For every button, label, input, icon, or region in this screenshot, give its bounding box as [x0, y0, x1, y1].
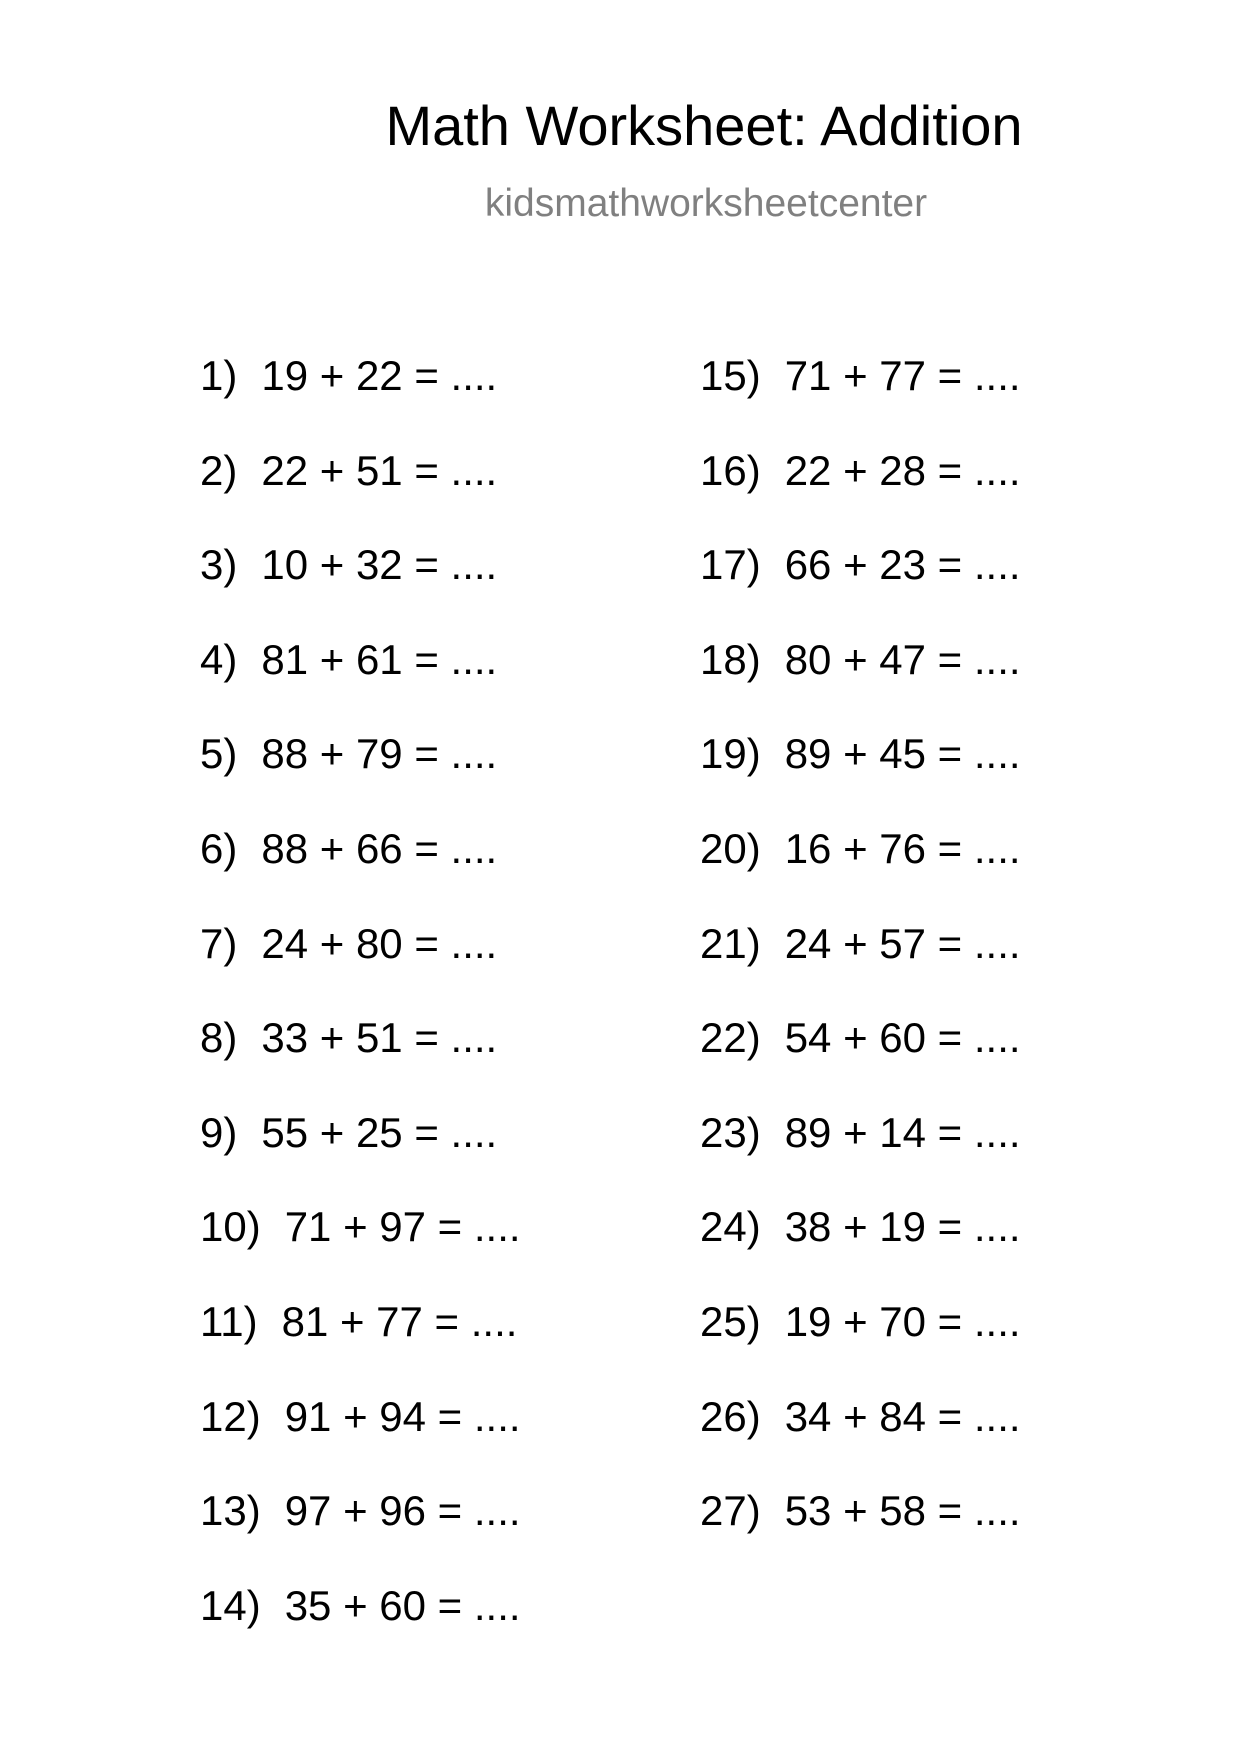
problem-item	[200, 920, 498, 967]
problem-number: 11)	[200, 1298, 258, 1345]
problem-number: 12)	[200, 1393, 261, 1440]
problem-expression: 81 + 61 = ....	[261, 636, 498, 683]
problem-number: 23)	[700, 1109, 761, 1156]
problem-item	[200, 447, 498, 494]
problem-expression: 81 + 77 = ....	[281, 1298, 518, 1345]
problem-expression: 89 + 45 = ....	[784, 730, 1021, 777]
problem-item	[700, 1203, 1021, 1250]
problem-number: 26)	[700, 1393, 761, 1440]
problem-item	[200, 541, 498, 588]
problem-expression: 97 + 96 = ....	[284, 1487, 521, 1534]
problem-number: 20)	[700, 825, 761, 872]
problem-number: 18)	[700, 636, 761, 683]
problem-expression: 22 + 51 = ....	[261, 447, 498, 494]
problem-expression: 24 + 80 = ....	[261, 920, 498, 967]
problem-item	[700, 447, 1021, 494]
problem-number: 14)	[200, 1582, 261, 1629]
problem-number: 13)	[200, 1487, 261, 1534]
problem-expression: 71 + 77 = ....	[784, 352, 1021, 399]
problem-number: 10)	[200, 1203, 261, 1250]
problem-expression: 35 + 60 = ....	[284, 1582, 521, 1629]
problem-item	[700, 1487, 1021, 1534]
problem-item	[200, 636, 498, 683]
problem-expression: 19 + 70 = ....	[784, 1298, 1021, 1345]
problem-number: 3)	[200, 541, 238, 588]
problem-number: 2)	[200, 447, 238, 494]
problem-item	[700, 1393, 1021, 1440]
problem-expression: 66 + 23 = ....	[784, 541, 1021, 588]
worksheet-subtitle: kidsmathworksheetcenter	[484, 182, 928, 225]
problem-item	[700, 636, 1021, 683]
problem-expression: 71 + 97 = ....	[284, 1203, 521, 1250]
problem-item	[700, 541, 1021, 588]
problem-number: 21)	[700, 920, 761, 967]
problem-number: 7)	[200, 920, 238, 967]
problem-expression: 88 + 79 = ....	[261, 730, 498, 777]
problem-expression: 16 + 76 = ....	[784, 825, 1021, 872]
problem-number: 24)	[700, 1203, 761, 1250]
problem-item	[700, 1109, 1021, 1156]
problem-number: 4)	[200, 636, 238, 683]
problem-item	[700, 920, 1021, 967]
problem-expression: 24 + 57 = ....	[784, 920, 1021, 967]
problem-item	[200, 1014, 498, 1061]
problem-number: 8)	[200, 1014, 238, 1061]
problem-expression: 80 + 47 = ....	[784, 636, 1021, 683]
problem-number: 15)	[700, 352, 761, 399]
problem-expression: 19 + 22 = ....	[261, 352, 498, 399]
problem-number: 6)	[200, 825, 238, 872]
worksheet-title: Math Worksheet: Addition	[385, 94, 1023, 157]
problem-item	[700, 1298, 1021, 1345]
problem-item	[700, 1014, 1021, 1061]
problem-number: 17)	[700, 541, 761, 588]
problem-expression: 33 + 51 = ....	[261, 1014, 498, 1061]
problem-number: 25)	[700, 1298, 761, 1345]
problem-expression: 54 + 60 = ....	[784, 1014, 1021, 1061]
problem-expression: 34 + 84 = ....	[784, 1393, 1021, 1440]
problem-number: 27)	[700, 1487, 761, 1534]
problem-number: 22)	[700, 1014, 761, 1061]
problem-expression: 53 + 58 = ....	[784, 1487, 1021, 1534]
problem-item	[200, 730, 498, 777]
problem-item	[200, 1298, 518, 1345]
problem-expression: 55 + 25 = ....	[261, 1109, 498, 1156]
problem-expression: 91 + 94 = ....	[284, 1393, 521, 1440]
problem-item	[700, 352, 1021, 399]
problem-item	[700, 730, 1021, 777]
problem-item	[200, 1393, 521, 1440]
problem-item	[200, 1109, 498, 1156]
problem-number: 5)	[200, 730, 238, 777]
problem-item	[700, 825, 1021, 872]
problem-expression: 22 + 28 = ....	[784, 447, 1021, 494]
problem-number: 19)	[700, 730, 761, 777]
problem-item	[200, 825, 498, 872]
problem-item	[200, 1203, 521, 1250]
problem-item	[200, 1487, 521, 1534]
problem-item	[200, 352, 498, 399]
problem-expression: 38 + 19 = ....	[784, 1203, 1021, 1250]
problem-number: 16)	[700, 447, 761, 494]
problem-number: 1)	[200, 352, 238, 399]
problem-item	[200, 1582, 521, 1629]
problem-expression: 88 + 66 = ....	[261, 825, 498, 872]
problem-expression: 89 + 14 = ....	[784, 1109, 1021, 1156]
problem-number: 9)	[200, 1109, 238, 1156]
problem-expression: 10 + 32 = ....	[261, 541, 498, 588]
